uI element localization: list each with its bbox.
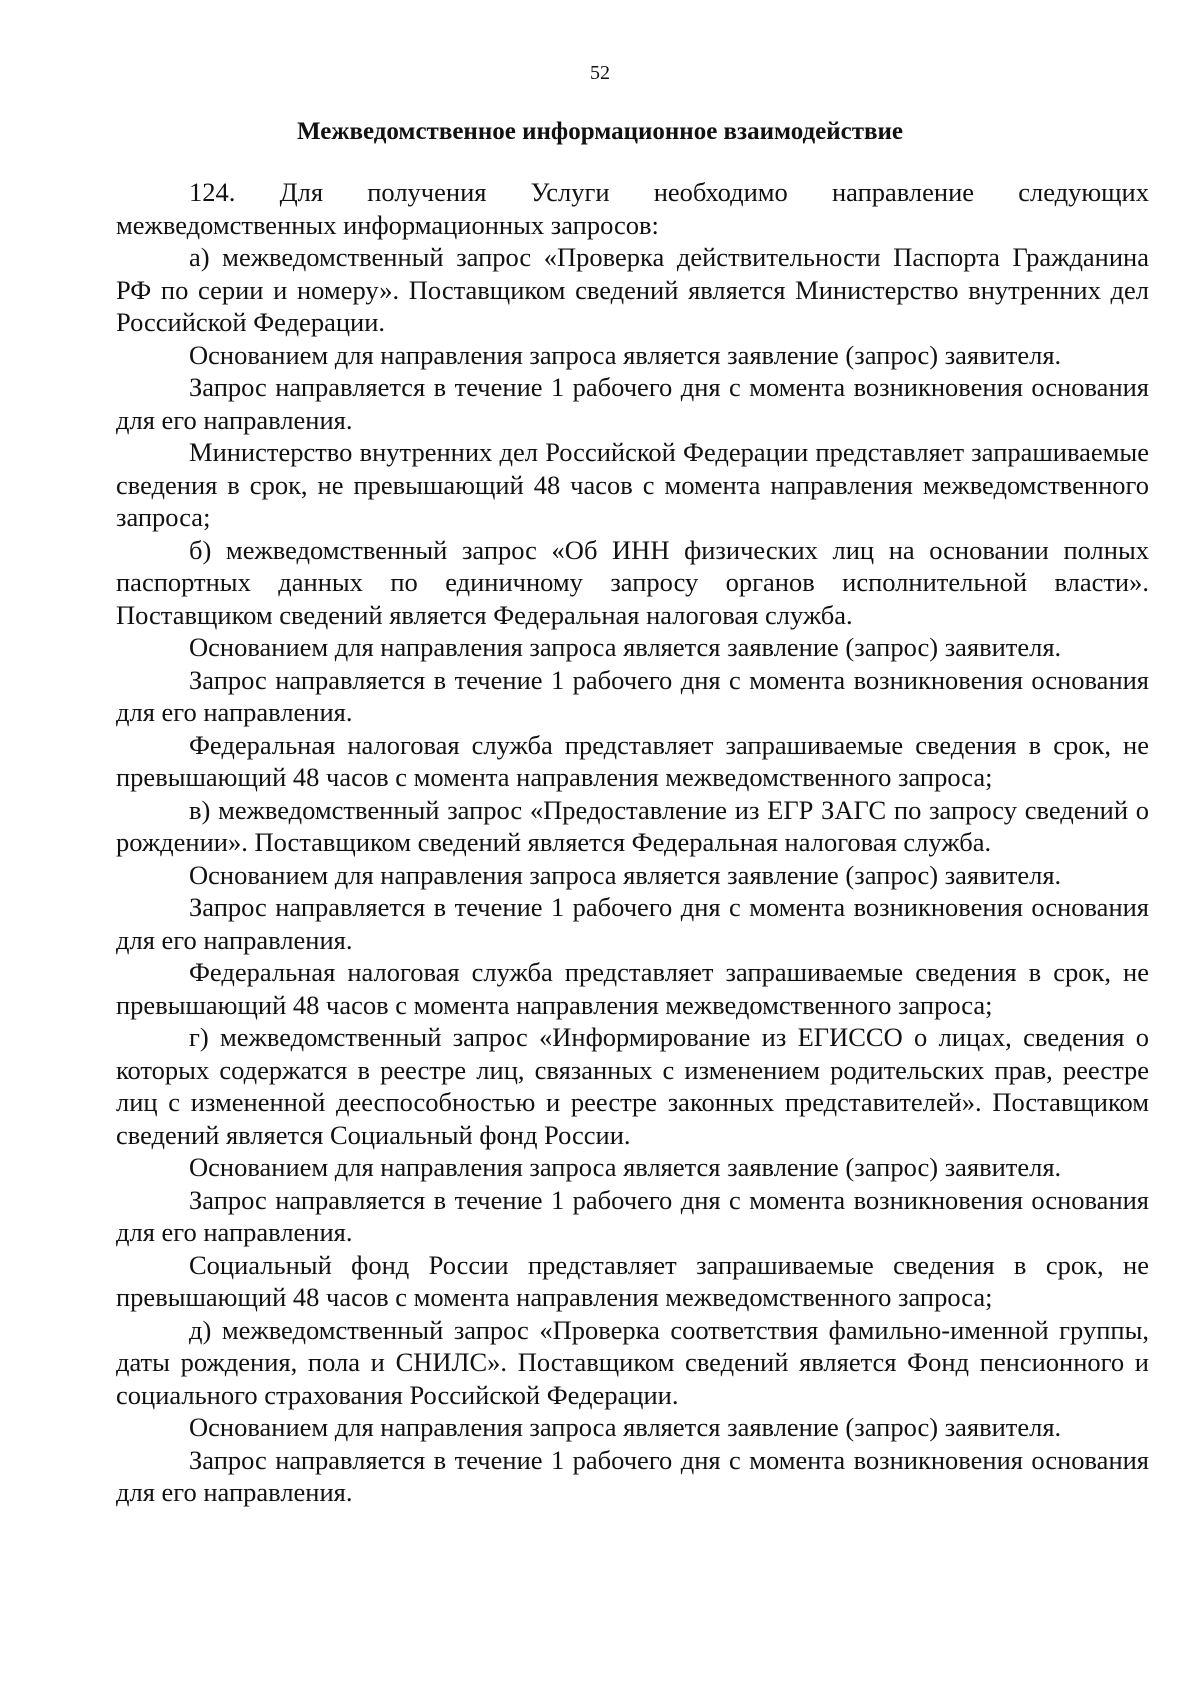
page-number: 52 bbox=[590, 62, 610, 84]
paragraph-timing: Запрос направляется в течение 1 рабочего дня с момента возникновения основания для его направления. bbox=[116, 1184, 1149, 1247]
paragraph-request-g: г) межведомственный запрос «Информирование из ЕГИССО о лицах, сведения о которых содержатся в реестре лиц, связанных с изменением родительских прав, реестре лиц с измененной дееспособностью и реестре законных представителей». Поставщиком сведений является Социальный фонд России. bbox=[116, 1022, 1149, 1150]
paragraph-request-a: а) межведомственный запрос «Проверка действительности Паспорта Гражданина РФ по серии и номеру». Поставщиком сведений является Министерство внутренних дел Российской Федерации. bbox=[116, 242, 1149, 337]
paragraph-response: Социальный фонд России представляет запрашиваемые сведения в срок, не превышающий 48 часов с момента направления межведомственного запроса; bbox=[116, 1249, 1149, 1312]
paragraph-request-d: д) межведомственный запрос «Проверка соответствия фамильно-именной группы, даты рождения, пола и СНИЛС». Поставщиком сведений является Фонд пенсионного и социального страхования Российской Федерации. bbox=[116, 1314, 1149, 1410]
paragraph-timing: Запрос направляется в течение 1 рабочего дня с момента возникновения основания для его направления. bbox=[116, 372, 1149, 435]
paragraph-response: Федеральная налоговая служба представляет запрашиваемые сведения в срок, не превышающий 48 часов с момента направления межведомственного запроса; bbox=[116, 729, 1149, 792]
paragraph-basis: Основанием для направления запроса является заявление (запрос) заявителя. bbox=[189, 339, 1062, 370]
document-body bbox=[116, 176, 1149, 1509]
paragraph-basis: Основанием для направления запроса является заявление (запрос) заявителя. bbox=[189, 859, 1062, 890]
paragraph-basis: Основанием для направления запроса является заявление (запрос) заявителя. bbox=[189, 1412, 1062, 1442]
paragraph-timing: Запрос направляется в течение 1 рабочего дня с момента возникновения основания для его направления. bbox=[116, 1444, 1149, 1507]
paragraph-basis: Основанием для направления запроса является заявление (запрос) заявителя. bbox=[189, 632, 1062, 662]
paragraph-basis: Основанием для направления запроса является заявление (запрос) заявителя. bbox=[189, 1152, 1062, 1182]
section-heading: Межведомственное информационное взаимодействие bbox=[297, 118, 903, 145]
paragraph-response: Федеральная налоговая служба представляет запрашиваемые сведения в срок, не превышающий 48 часов с момента направления межведомственного запроса; bbox=[116, 957, 1149, 1020]
paragraph-124-intro: 124. Для получения Услуги необходимо направление следующих межведомственных информационных запросов: bbox=[116, 177, 1149, 240]
paragraph-timing: Запрос направляется в течение 1 рабочего дня с момента возникновения основания для его направления. bbox=[116, 892, 1149, 955]
paragraph-response: Министерство внутренних дел Российской Федерации представляет запрашиваемые сведения в срок, не превышающий 48 часов с момента направления межведомственного запроса; bbox=[116, 437, 1149, 532]
paragraph-request-b: б) межведомственный запрос «Об ИНН физических лиц на основании полных паспортных данных по единичному запросу органов исполнительной власти». Поставщиком сведений является Федеральная налоговая служба. bbox=[116, 534, 1149, 630]
paragraph-timing: Запрос направляется в течение 1 рабочего дня с момента возникновения основания для его направления. bbox=[116, 664, 1149, 727]
paragraph-request-v: в) межведомственный запрос «Предоставление из ЕГР ЗАГС по запросу сведений о рождении». Поставщиком сведений является Федеральная налоговая служба. bbox=[116, 794, 1149, 857]
